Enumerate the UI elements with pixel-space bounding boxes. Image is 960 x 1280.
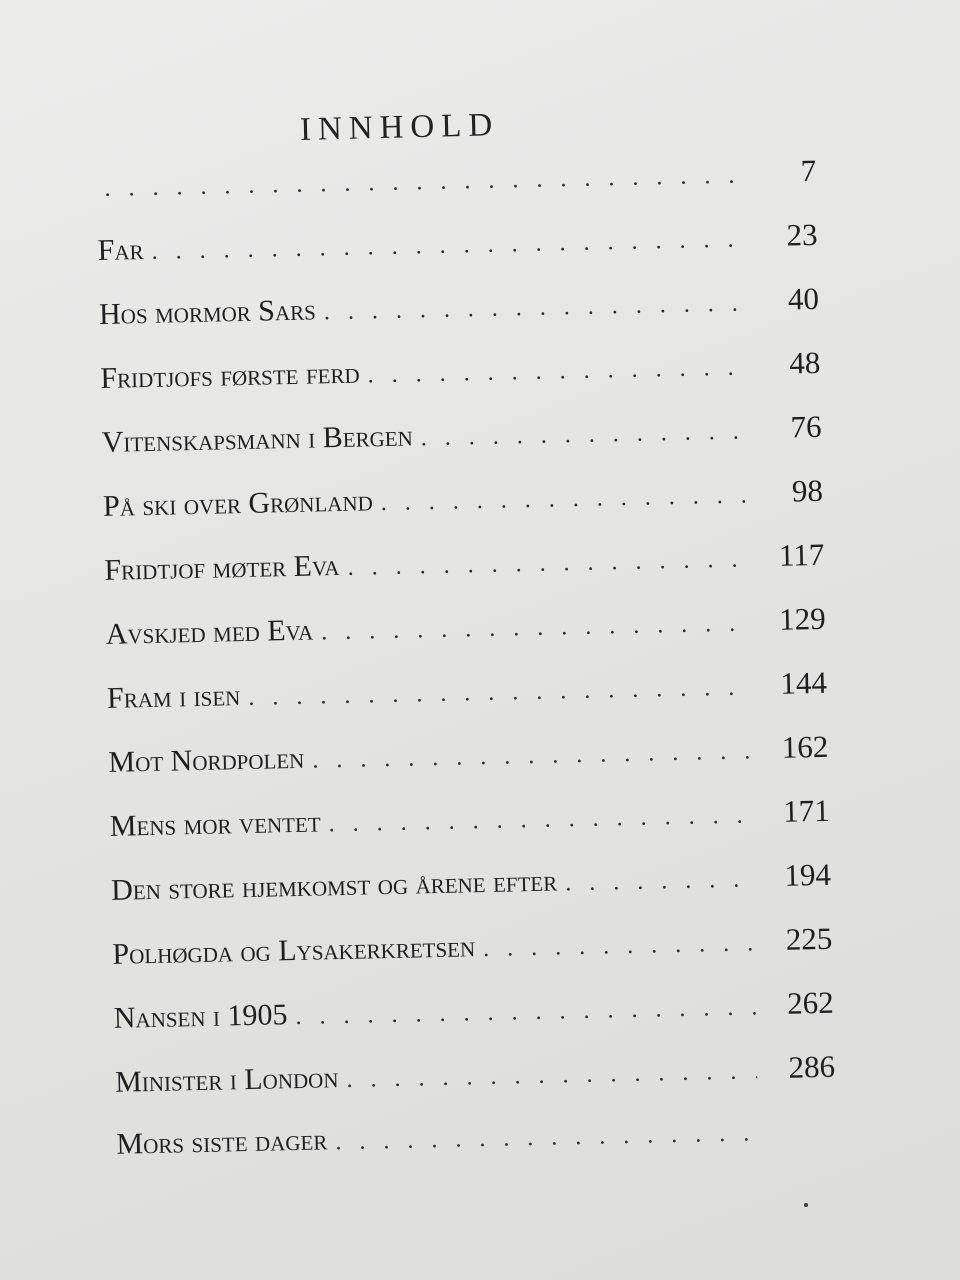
dot-leader (324, 291, 742, 327)
toc-entry-title: Mot Nordpolen (108, 741, 305, 779)
toc-entry-page: 23 (786, 216, 818, 253)
dot-leader (347, 546, 746, 581)
toc-entry-page: 286 (788, 1048, 836, 1085)
toc-entry-page: 129 (778, 600, 826, 637)
toc-entry (116, 1113, 837, 1192)
toc-entry-page: 194 (784, 856, 832, 893)
dot-leader (248, 674, 749, 711)
toc-entry-page: 225 (785, 920, 833, 957)
toc-entry-title: Far (97, 233, 144, 267)
dot-leader (328, 802, 752, 838)
page-title: INNHOLD (299, 107, 500, 148)
toc-entry-title: Den store hjemkomst og årene efter (110, 864, 558, 907)
toc-entry-title: Fridtjofs første ferd (100, 356, 360, 395)
toc-entry-page: 117 (778, 536, 825, 573)
toc-entry-page: 7 (800, 152, 817, 189)
toc-entry-title: Vitenskapsmann i Bergen (101, 419, 414, 459)
toc-entry-page: 76 (790, 408, 822, 445)
dot-leader (295, 994, 756, 1031)
dot-leader (483, 930, 755, 963)
dot-leader (312, 738, 751, 774)
toc-entry-page: 162 (781, 728, 829, 765)
toc-entry-title: Mens mor ventet (109, 805, 321, 843)
toc-entry-page: 40 (787, 280, 820, 317)
dot-leader (151, 227, 740, 266)
toc-entry-page: 262 (786, 984, 834, 1021)
toc-entry-title: Polhøgda og Lysakerkretsen (112, 930, 476, 971)
toc-entry-title: På ski over Grønland (102, 484, 374, 523)
toc-entry-page: 171 (782, 792, 830, 829)
toc-entry-title: Avskjed med Eva (105, 613, 314, 651)
toc-entry-page: 98 (791, 472, 824, 509)
dot-leader (104, 163, 738, 203)
toc-entry-page: 144 (780, 664, 828, 701)
toc-entry-title: Nansen i 1905 (113, 998, 288, 1035)
toc-entry-page (759, 1139, 837, 1141)
dot-leader (335, 1120, 759, 1156)
dot-leader (346, 1058, 757, 1094)
dot-leader (321, 610, 748, 646)
dot-leader (420, 418, 743, 452)
dot-leader (380, 482, 745, 517)
toc-entry-title: Fridtjof møter Eva (104, 548, 340, 587)
toc-entry-title: Minister i London (114, 1061, 339, 1099)
dot-leader (367, 355, 742, 390)
dot-leader (565, 866, 753, 897)
toc-entry-title: Mors siste dager (116, 1123, 328, 1161)
toc-entry-page: 48 (788, 344, 821, 381)
toc-entry-title: Fram i isen (106, 679, 241, 715)
toc-entry-title: Hos mormor Sars (98, 293, 317, 331)
paper-speck (804, 1203, 808, 1207)
table-of-contents (96, 153, 837, 1192)
